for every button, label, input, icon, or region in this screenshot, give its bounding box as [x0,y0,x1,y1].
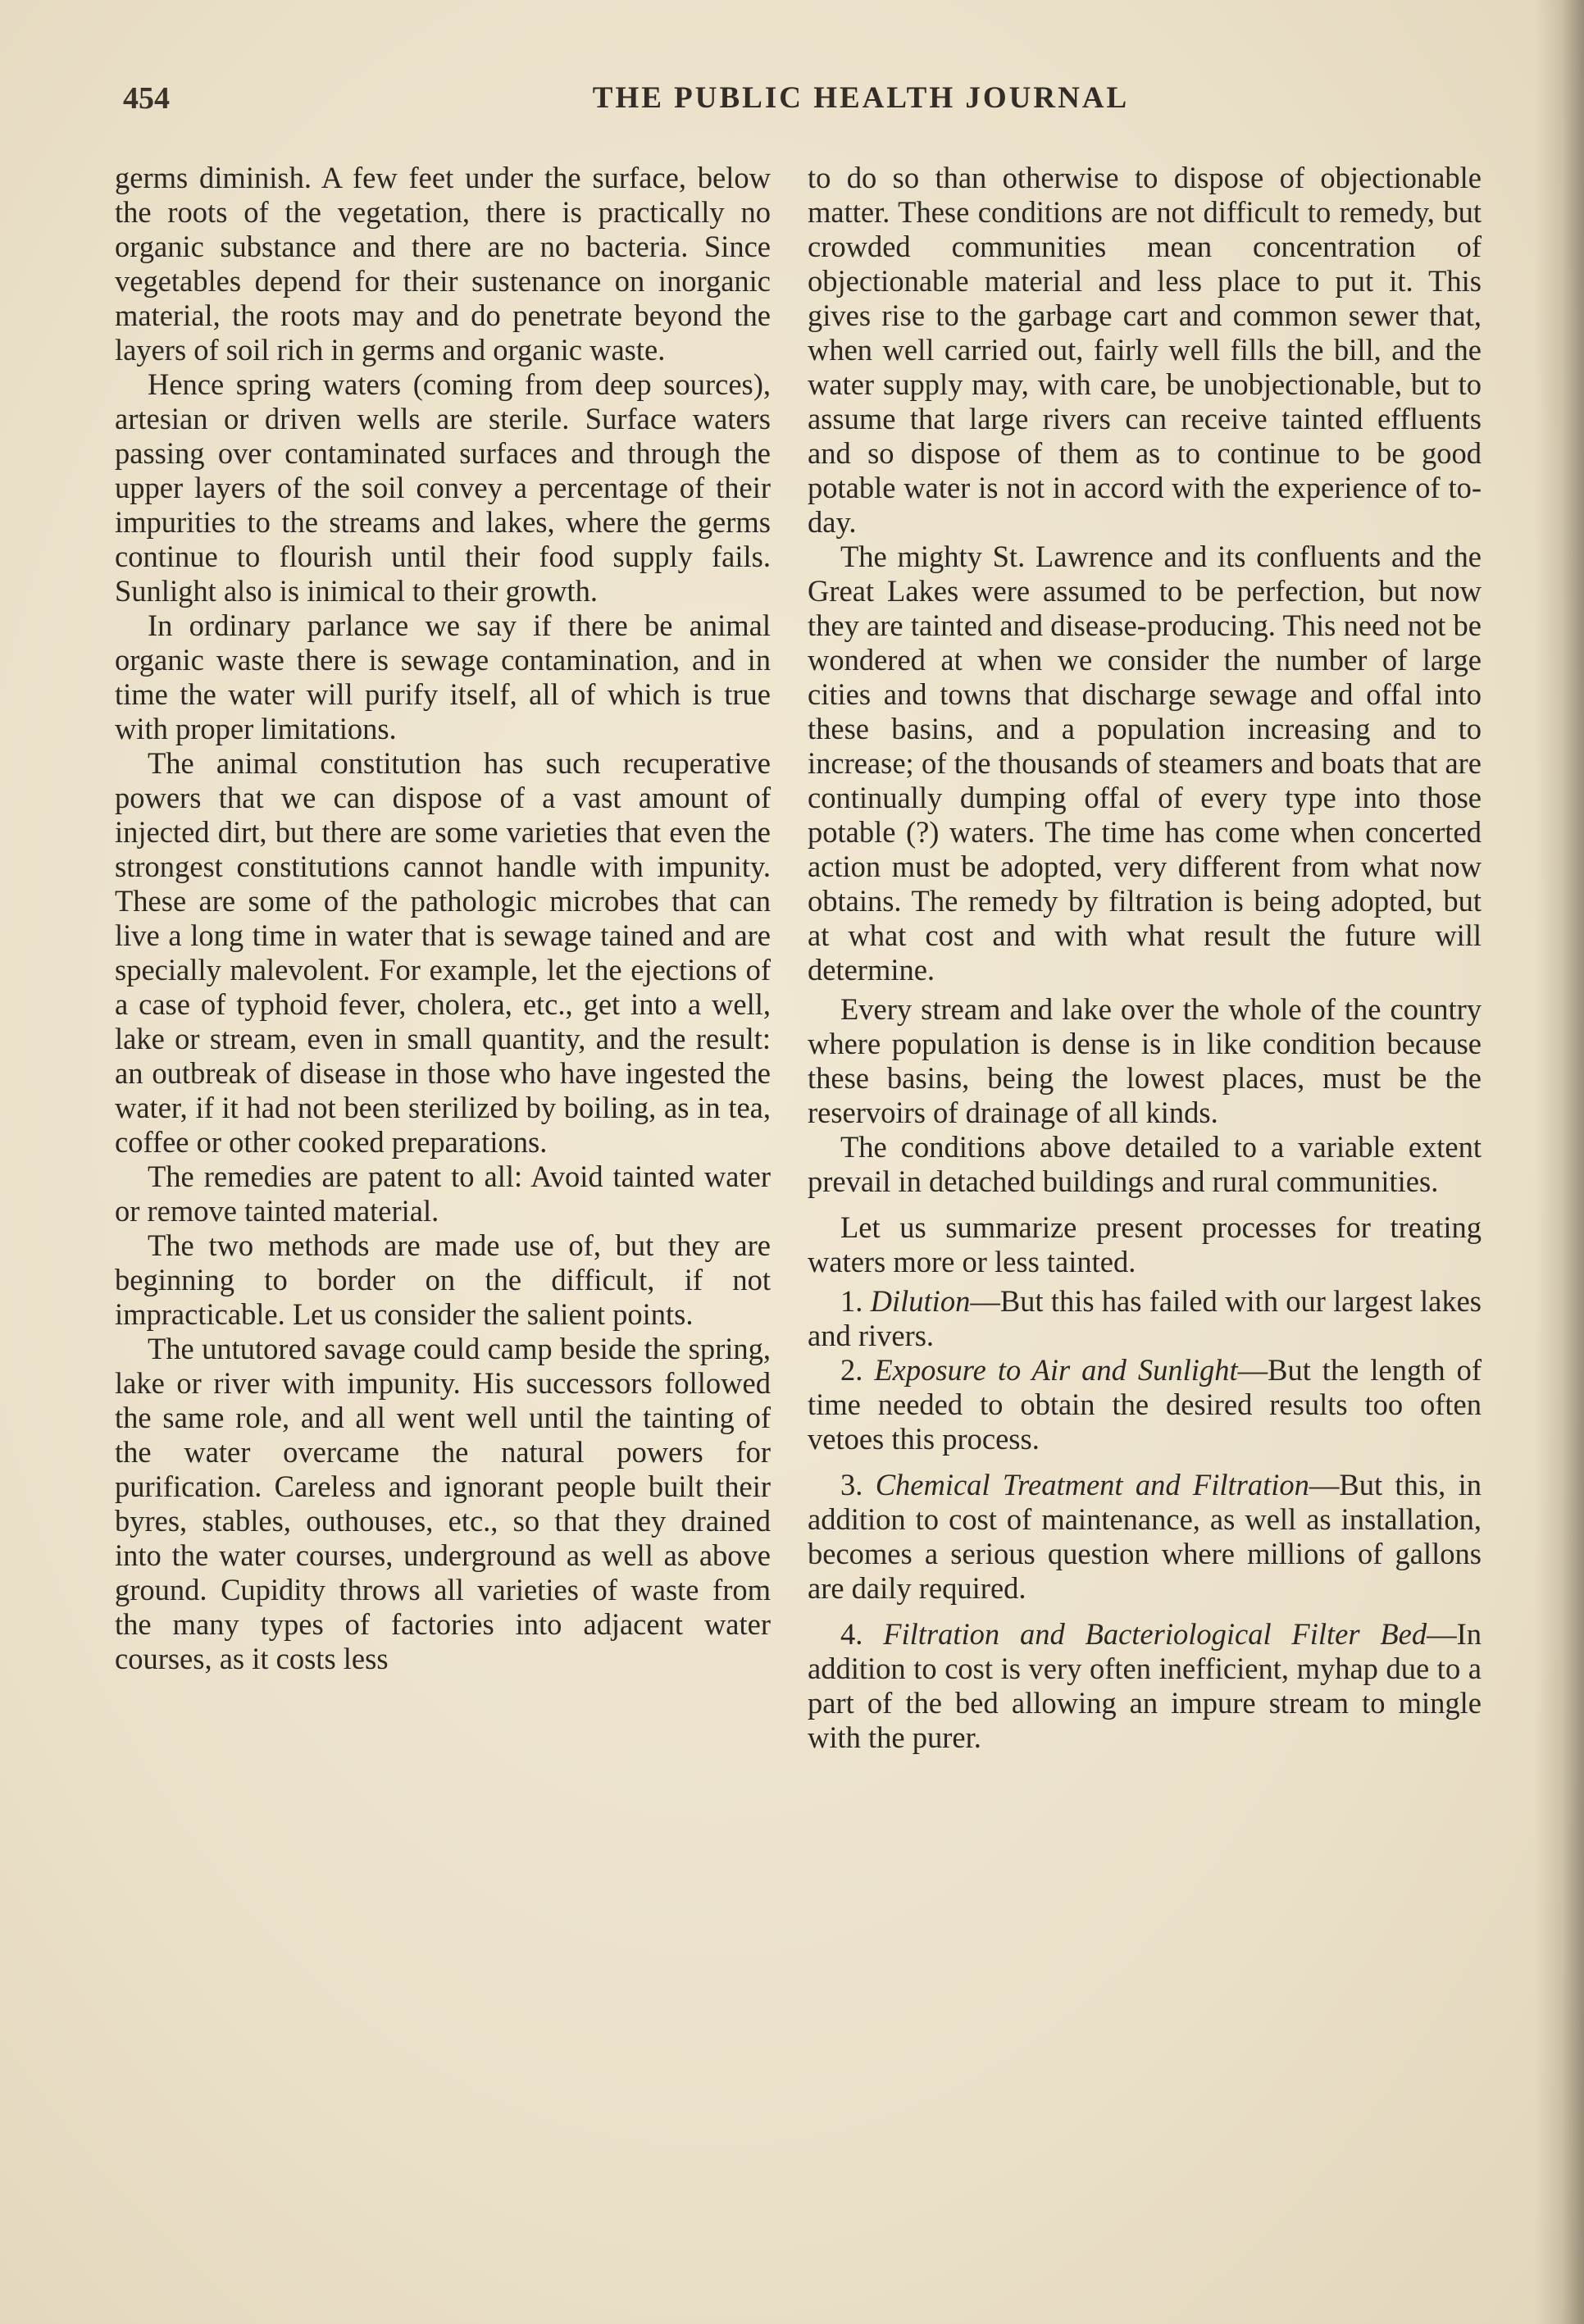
page-number: 454 [123,81,170,116]
paragraph: The conditions above detailed to a variable extent prevail in detached buildings and rural communities. [808,1130,1482,1198]
numbered-item [808,1353,1482,1456]
numbered-item [808,1284,1482,1353]
item-text: —In addition to cost is very often inefficient, myhap due to a part of the bed allowing an impure stream to mingle with the purer. [808,1617,1482,1754]
item-title: Exposure to Air and Sunlight [874,1353,1238,1387]
paragraph: The animal constitution has such recuperative powers that we can dispose of a vast amount of injected dirt, but there are some varieties that even the strongest constitutions cannot handle with impunity. These are some of the pathologic microbes that can live a long time in water that is sewage tained and are specially malevolent. For example, let the ejections of a case of typhoid fever, cholera, etc., get into a well, lake or stream, even in small quantity, and the result: an outbreak of disease in those who have ingested the water, if it had not been sterilized by boiling, as in tea, coffee or other cooked preparations. [115,746,771,1159]
paragraph: Hence spring waters (coming from deep sources), artesian or driven wells are sterile. Surface waters passing over contaminated surfaces and through the upper layers of the soil convey a percentage of their impurities to the streams and lakes, where the germs continue to flourish until their food supply fails. Sunlight also is inimical to their growth. [115,367,771,608]
item-number: 3. [840,1468,863,1501]
page-edge-shadow [1535,0,1584,2324]
numbered-item [808,1468,1482,1606]
journal-title: THE PUBLIC HEALTH JOURNAL [592,81,1130,115]
item-text: —But this, in addition to cost of maintenance, as well as installation, becomes a serious question where millions of gallons are daily required. [808,1468,1482,1605]
page-header [123,80,1517,138]
item-text: —But this has failed with our largest lakes and rivers. [808,1284,1482,1352]
paragraph: to do so than otherwise to dispose of objectionable matter. These conditions are not difficult to remedy, but crowded communities mean concentration of objectionable material and less place to put it. This gives rise to the garbage cart and common sewer that, when well carried out, fairly well fills the bill, and the water supply may, with care, be unobjectionable, but to assume that large rivers can receive tainted effluents and so dispose of them as to continue to be good potable water is not in accord with the experience of to-day. [808,161,1482,539]
item-title: Filtration and Bacteriological Filter Bed [883,1617,1427,1651]
paragraph: Let us summarize present processes for treating waters more or less tainted. [808,1210,1482,1278]
paragraph: The two methods are made use of, but they are beginning to border on the difficult, if not impracticable. Let us consider the salient points. [115,1228,771,1331]
paragraph: In ordinary parlance we say if there be animal organic waste there is sewage contamination, and in time the water will purify itself, all of which is true with proper limitations. [115,608,771,745]
item-title: Dilution [870,1284,971,1318]
item-number: 4. [840,1617,863,1651]
paragraph: germs diminish. A few feet under the surface, below the roots of the vegetation, there is practically no organic substance and there are no bacteria. Since vegetables depend for their sustenance on inorganic material, the roots may and do penetrate beyond the layers of soil rich in germs and organic waste. [115,161,771,367]
paragraph: The mighty St. Lawrence and its confluents and the Great Lakes were assumed to be perfection, but now they are tainted and disease-producing. This need not be wondered at when we consider the number of large cities and towns that discharge sewage and offal into these basins, and a population increasing and to increase; of the thousands of steamers and boats that are continually dumping offal of every type into those potable (?) waters. The time has come when concerted action must be adopted, very different from what now obtains. The remedy by filtration is being adopted, but at what cost and with what result the future will determine. [808,540,1482,987]
item-number: 1. [840,1284,863,1318]
paragraph: The remedies are patent to all: Avoid tainted water or remove tainted material. [115,1160,771,1228]
left-column [115,161,771,1676]
item-text: —But the length of time needed to obtain the desired results too often vetoes this process. [808,1353,1482,1456]
numbered-item [808,1617,1482,1755]
paragraph: The untutored savage could camp beside the spring, lake or river with impunity. His successors followed the same role, and all went well until the tainting of the water overcame the natural powers for purification. Careless and ignorant people built their byres, stables, outhouses, etc., so that they drained into the water courses, underground as well as above ground. Cupidity throws all varieties of waste from the many types of factories into adjacent water courses, as it costs less [115,1332,771,1675]
paragraph: Every stream and lake over the whole of the country where population is dense is in like condition because these basins, being the lowest places, must be the reservoirs of drainage of all kinds. [808,992,1482,1129]
item-title: Chemical Treatment and Filtration [875,1468,1309,1501]
item-number: 2. [840,1353,863,1387]
right-column [808,161,1482,1755]
